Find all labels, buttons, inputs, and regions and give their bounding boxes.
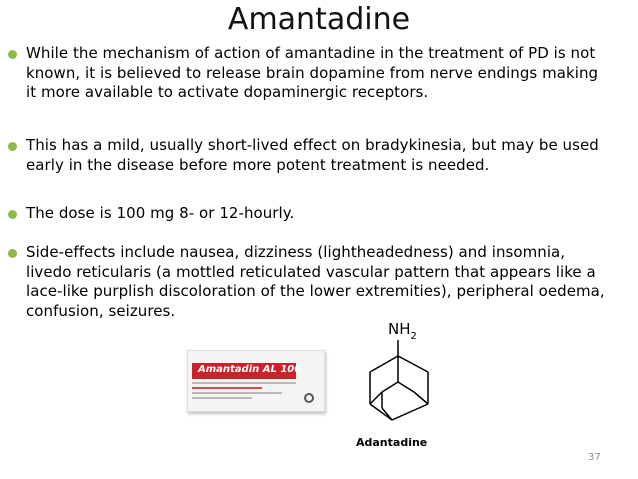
bullet-dot-icon [8,50,17,59]
structure-bonds [370,340,428,420]
bullet-line: early in the disease before more potent treatment is needed. [26,155,490,174]
bullet-line: livedo reticularis (a mottled reticulated vascular pattern that appears like a [26,262,596,281]
package-print-line [192,392,282,394]
bullet-line: While the mechanism of action of amantadine in the treatment of PD is not [26,44,596,62]
package-print-line [192,382,296,384]
page-title: Amantadine [227,2,411,37]
bullet-dot-icon [8,142,17,151]
bullet-text [26,204,626,224]
bullet-text [26,136,626,175]
amine-group-label: $NH_2$ [388,320,417,342]
bullet-line: Side-effects include nausea, dizziness (lightheadedness) and insomnia, [26,243,566,261]
medicine-package-image [187,350,325,412]
bullet-line: The dose is 100 mg 8- or 12-hourly. [26,204,295,222]
bullet-text [26,44,626,103]
bullet-line: known, it is believed to release brain dopamine from nerve endings making [26,63,599,82]
package-print-line [192,387,262,389]
bullet-dot-icon [8,249,17,258]
page-number: 37 [588,452,601,463]
bullet-dot-icon [8,210,17,219]
bullet-line: lace-like purplish discoloration of the lower extremities), peripheral oedema, [26,282,605,300]
bullet-line: confusion, seizures. [26,301,176,320]
structure-caption: Adantadine [356,436,428,449]
package-print-line [192,397,252,399]
package-logo-icon [304,393,314,403]
bullet-line: it more available to activate dopaminergic receptors. [26,83,429,101]
package-brand-label: Amantadin AL 100 [198,364,302,375]
adamantane-structure-diagram [352,318,444,434]
bullet-text [26,243,626,321]
bullet-line: This has a mild, usually short-lived effect on bradykinesia, but may be used [26,136,599,154]
